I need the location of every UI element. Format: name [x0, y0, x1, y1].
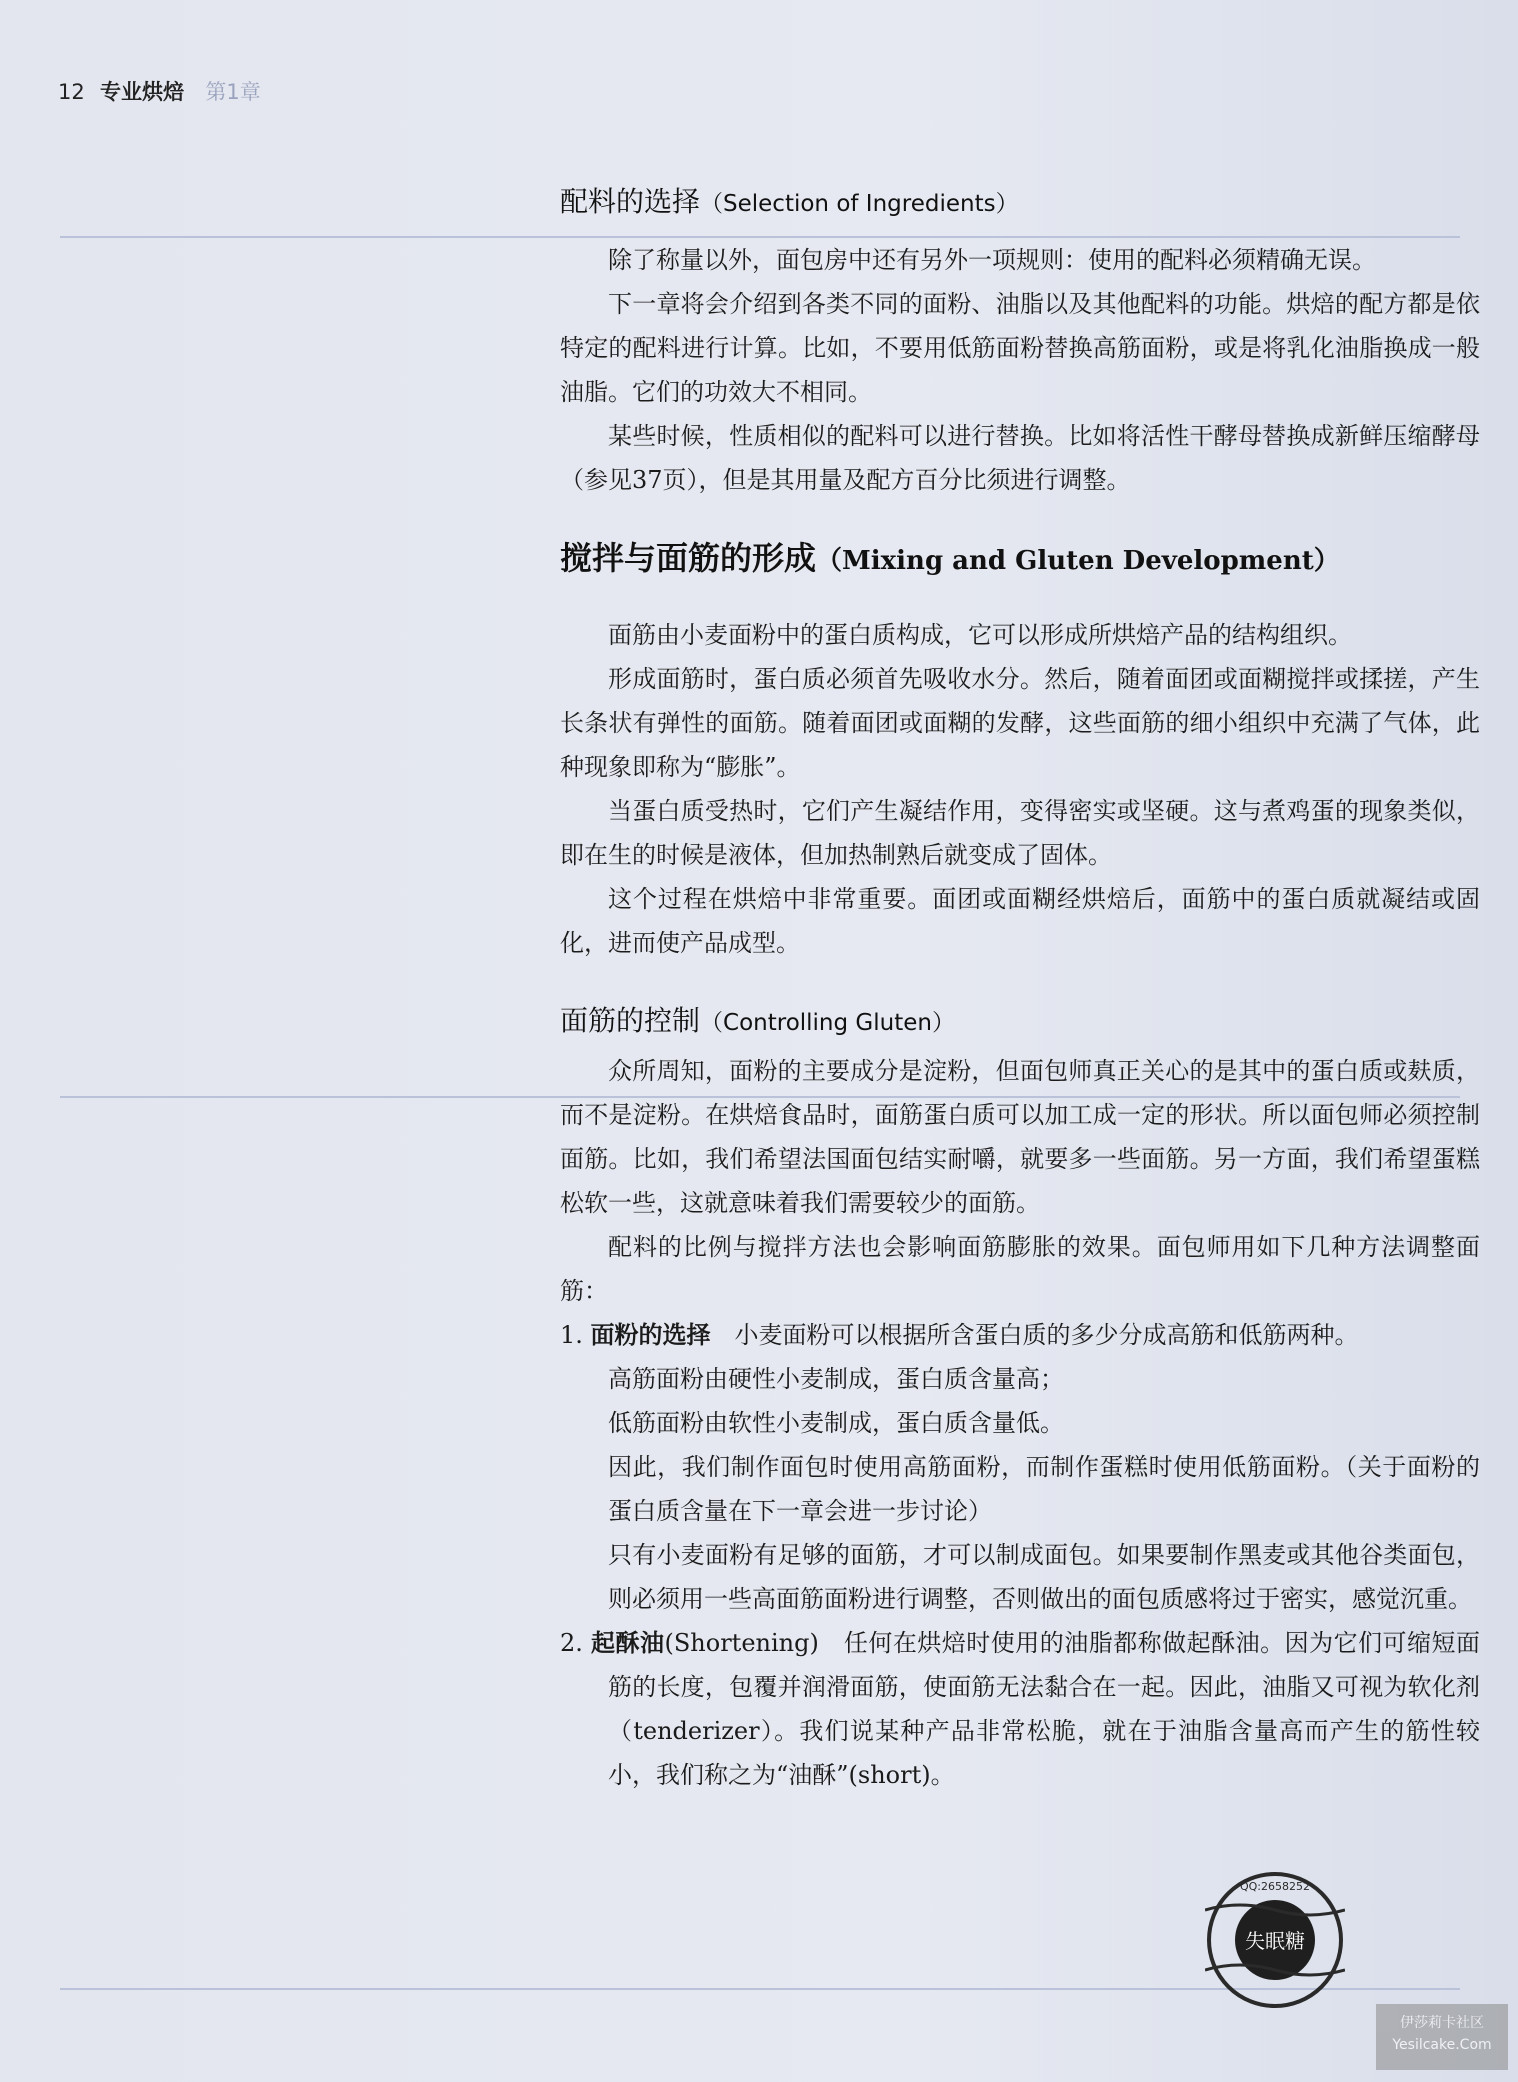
list-subline: 高筋面粉由硬性小麦制成，蛋白质含量高；	[608, 1365, 1064, 1393]
chapter-label: 第1章	[205, 80, 261, 104]
list-number: 1.	[560, 1321, 583, 1349]
heading-zh: 面筋的控制	[560, 1004, 701, 1037]
paragraph: 某些时候，性质相似的配料可以进行替换。比如将活性干酵母替换成新鲜压缩酵母（参见37页），但是其用量及配方百分比须进行调整。	[560, 422, 1480, 494]
section-selection-of-ingredients	[560, 176, 1480, 502]
list-number: 2.	[560, 1629, 583, 1657]
seal-stamp	[1205, 1870, 1345, 2010]
heading-zh: 搅拌与面筋的形成	[560, 539, 817, 577]
main-content	[560, 176, 1480, 1797]
paragraph: 面筋由小麦面粉中的蛋白质构成，它可以形成所烘焙产品的结构组织。	[608, 621, 1352, 649]
section-controlling-gluten	[560, 995, 1480, 1797]
page-header	[58, 76, 261, 106]
paragraph: 这个过程在烘焙中非常重要。面团或面糊经烘焙后，面筋中的蛋白质就凝结或固化，进而使产品成型。	[560, 885, 1480, 957]
page-number: 12	[58, 80, 85, 104]
section-heading	[560, 528, 1480, 591]
list-term: 面粉的选择	[590, 1321, 711, 1349]
book-title: 专业烘焙	[100, 80, 185, 104]
paragraph: 形成面筋时，蛋白质必须首先吸收水分。然后，随着面团或面糊搅拌或揉搓，产生长条状有弹性的面筋。随着面团或面糊的发酵，这些面筋的细小组织中充满了气体，此种现象即称为“膨胀”。	[560, 665, 1480, 781]
list-item	[560, 1313, 1480, 1621]
heading-en: （Selection of Ingredients）	[700, 191, 1019, 217]
list-term-en: (Shortening)	[664, 1629, 819, 1657]
list-item	[560, 1621, 1480, 1797]
stamp-ring-text: QQ:2658252	[1239, 1880, 1311, 1893]
heading-en: （Mixing and Gluten Development）	[816, 546, 1340, 576]
list-item-lead	[560, 1621, 1480, 1797]
list-item-lead	[560, 1313, 1480, 1357]
paragraph: 众所周知，面粉的主要成分是淀粉，但面包师真正关心的是其中的蛋白质或麸质，而不是淀粉。在烘焙食品时，面筋蛋白质可以加工成一定的形状。所以面包师必须控制面筋。比如，我们希望法国面包结实耐嚼，就要多一些面筋。另一方面，我们希望蛋糕松软一些，这就意味着我们需要较少的面筋。	[560, 1057, 1480, 1217]
list-text: 小麦面粉可以根据所含蛋白质的多少分成高筋和低筋两种。	[734, 1321, 1359, 1349]
heading-en: （Controlling Gluten）	[700, 1010, 955, 1036]
watermark-line2: Yesilcake.Com	[1392, 2037, 1492, 2053]
list-text: 任何在烘焙时使用的油脂都称做起酥油。因为它们可缩短面筋的长度，包覆并润滑面筋，使面筋无法黏合在一起。因此，油脂又可视为软化剂（tenderizer）。我们说某种产品非常松脆，就在于油脂含量高而产生的筋性较小，我们称之为“油酥”(short)。	[608, 1629, 1481, 1789]
section-mixing-gluten	[560, 528, 1480, 965]
list-subline: 低筋面粉由软性小麦制成，蛋白质含量低。	[608, 1409, 1064, 1437]
stamp-text: 失眠糖	[1245, 1929, 1305, 1953]
paragraph: 配料的比例与搅拌方法也会影响面筋膨胀的效果。面包师用如下几种方法调整面筋：	[560, 1233, 1480, 1305]
section-heading	[560, 995, 1480, 1049]
list-subline: 只有小麦面粉有足够的面筋，才可以制成面包。如果要制作黑麦或其他谷类面包，则必须用一些高面筋面粉进行调整，否则做出的面包质感将过于密实，感觉沉重。	[608, 1541, 1480, 1613]
site-watermark	[1376, 2004, 1508, 2070]
watermark-line1: 伊莎莉卡社区	[1400, 2015, 1484, 2031]
heading-zh: 配料的选择	[560, 185, 701, 218]
list-subline: 因此，我们制作面包时使用高筋面粉，而制作蛋糕时使用低筋面粉。（关于面粉的蛋白质含量在下一章会进一步讨论）	[608, 1453, 1480, 1525]
section-heading	[560, 176, 1480, 230]
paragraph: 除了称量以外，面包房中还有另外一项规则：使用的配料必须精确无误。	[608, 246, 1376, 274]
list-term: 起酥油	[591, 1629, 665, 1657]
paragraph: 当蛋白质受热时，它们产生凝结作用，变得密实或坚硬。这与煮鸡蛋的现象类似，即在生的时候是液体，但加热制熟后就变成了固体。	[560, 797, 1480, 869]
paragraph: 下一章将会介绍到各类不同的面粉、油脂以及其他配料的功能。烘焙的配方都是依特定的配料进行计算。比如，不要用低筋面粉替换高筋面粉，或是将乳化油脂换成一般油脂。它们的功效大不相同。	[560, 290, 1480, 406]
